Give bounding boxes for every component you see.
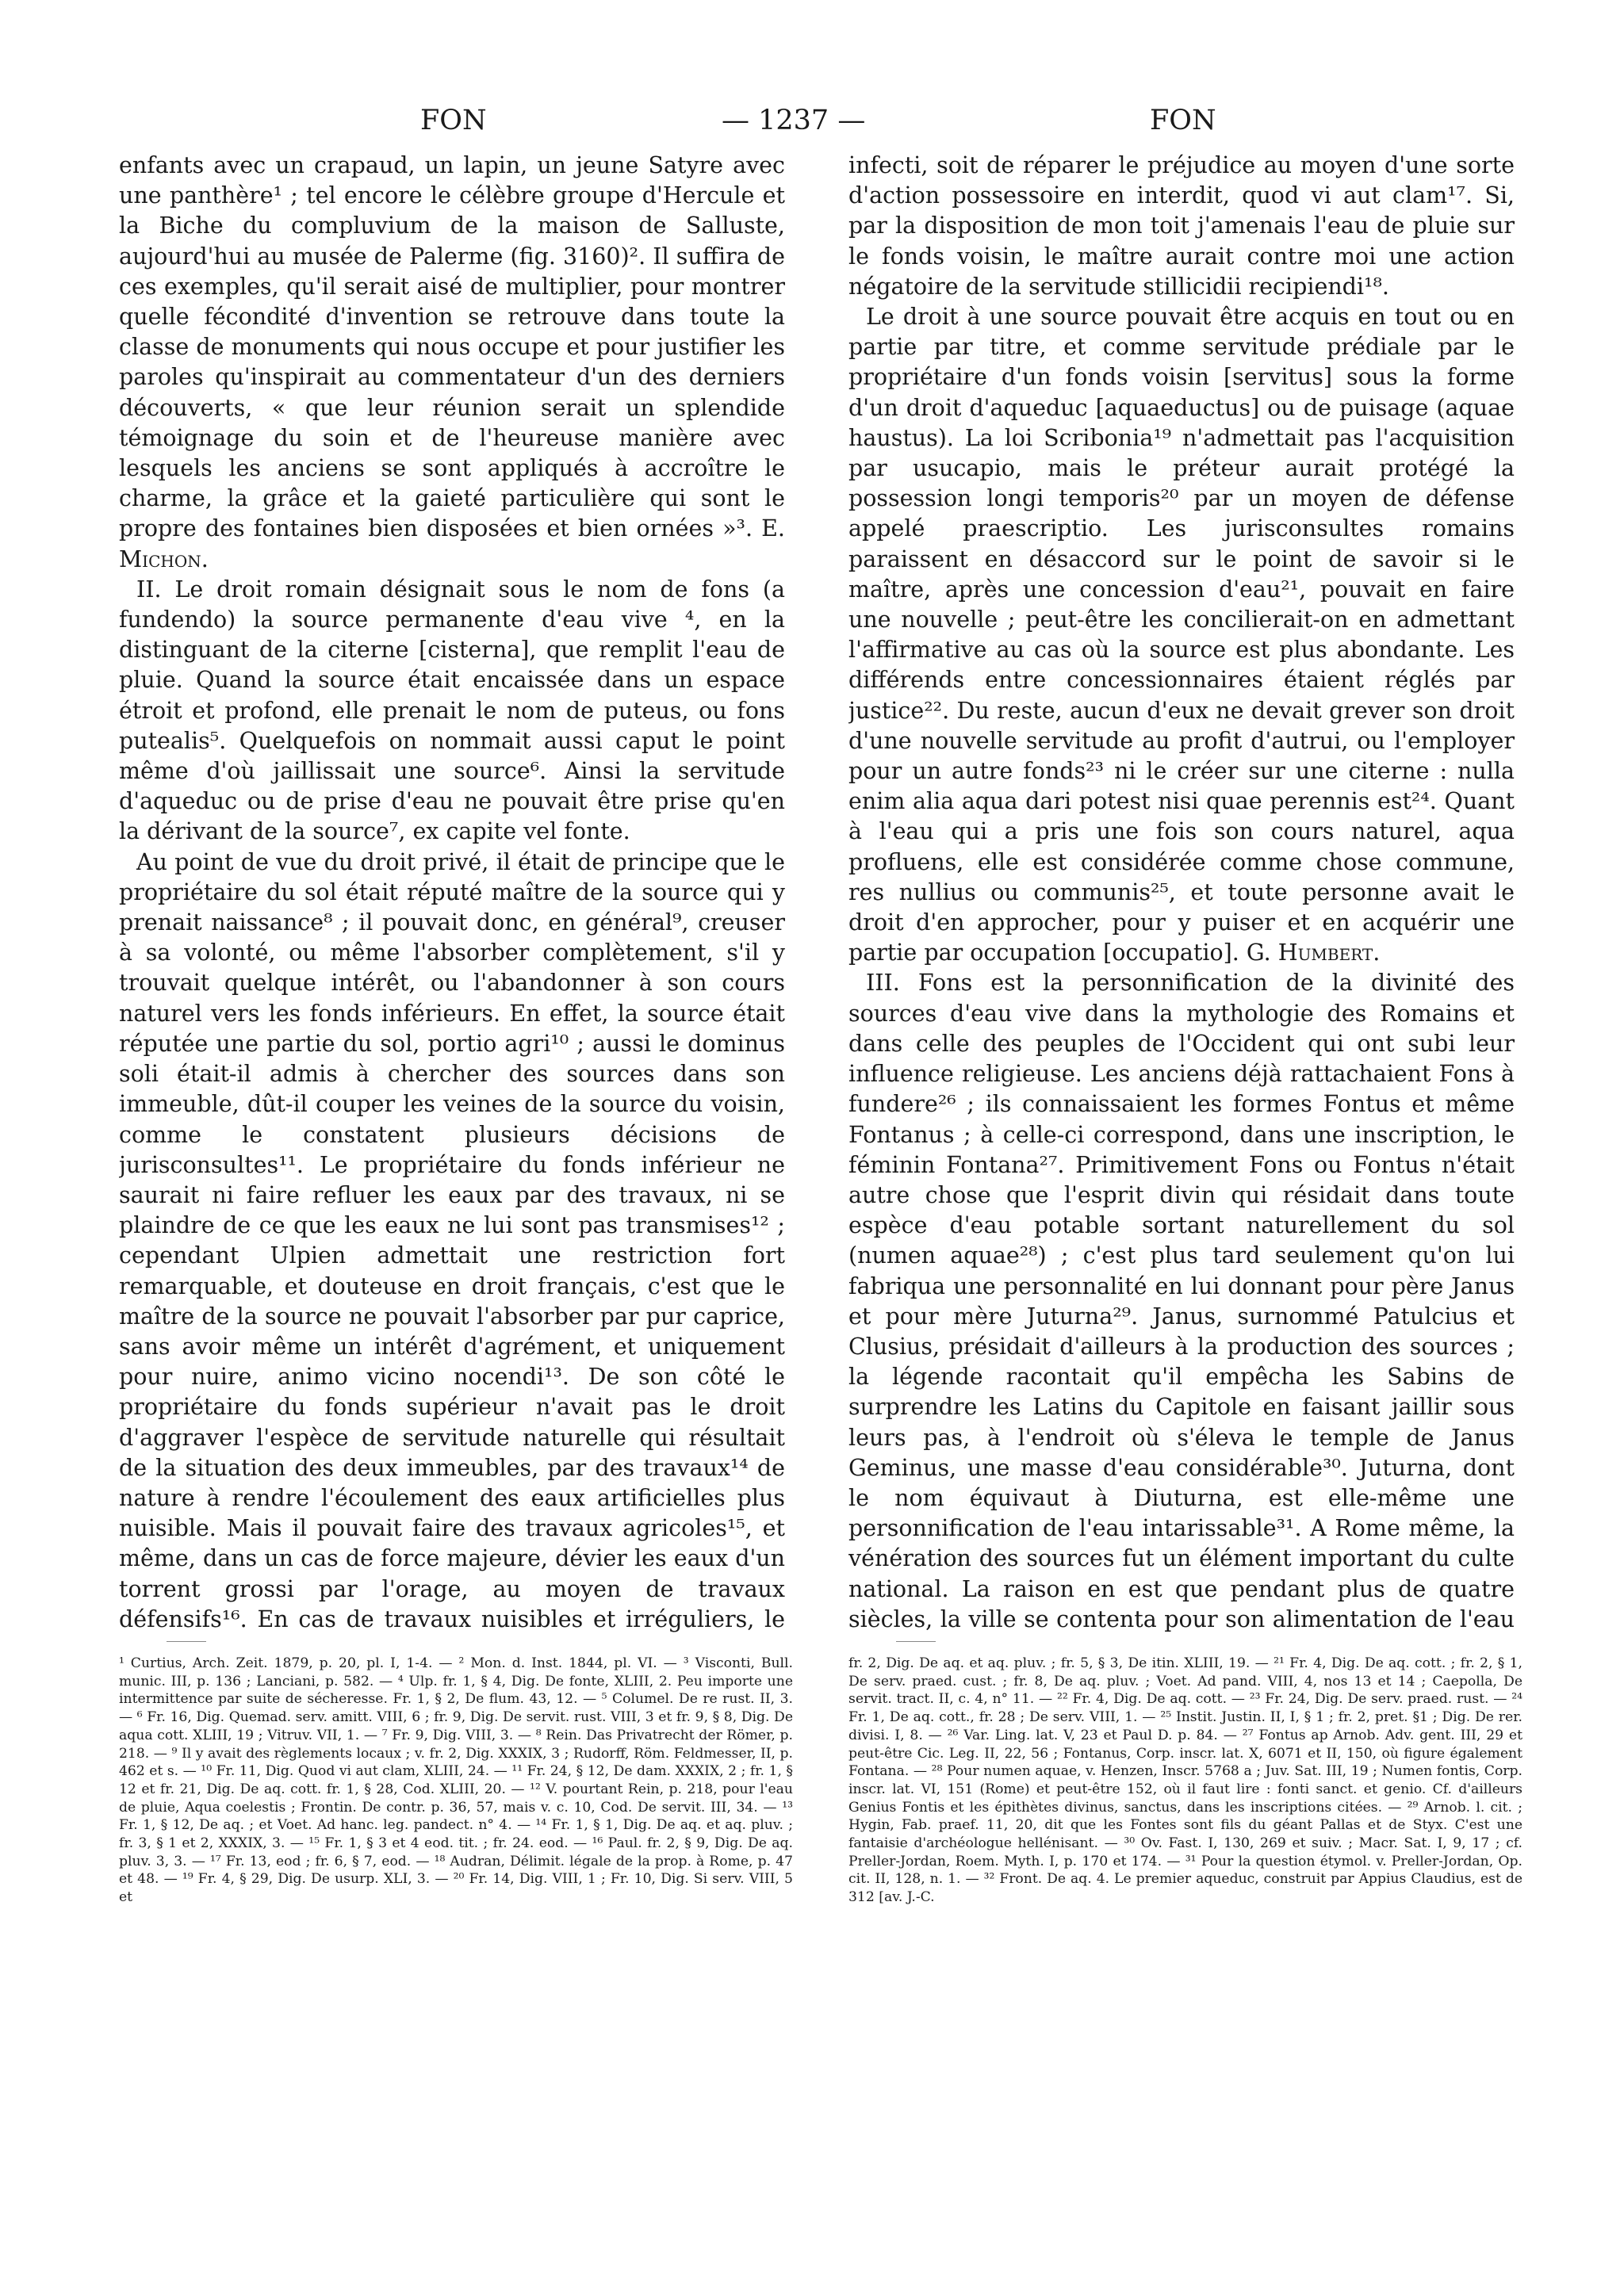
left-paragraph-3: Au point de vue du droit privé, il était de principe que le propriétaire du sol était réputé maître de la source qui y prenait naissance⁸ ; il pouvait donc, en général⁹, creuser à sa volonté, ou même l'absorber complètement, s'il y trouvait quelque intérêt, ou l'abandonner à son cours naturel vers les fonds inférieurs. En effet, la source était réputée une partie du sol, portio agri¹⁰ ; aussi le dominus soli était-il admis à chercher des sources dans son immeuble, dût-il couper les veines de la source du voisin, comme le constatent plusieurs décisions de jurisconsultes¹¹. Le propriétaire du fonds inférieur ne saurait ni faire refluer les eaux par des travaux, ni se plaindre de ce que les eaux ne lui sont pas transmises¹² ; cependant Ulpien admettait une restriction fort remarquable, et douteuse en droit français, c'est que le maître de la source ne pouvait l'absorber par pur caprice, sans avoir même un intérêt d'agrément, et uniquement pour nuire, animo vicino nocendi¹³. De son côté le propriétaire du fonds supérieur n'avait pas le droit d'aggraver l'espèce de servitude naturelle qui résultait de la situation des deux immeubles, par des travaux¹⁴ de nature à rendre l'écoulement des eaux artificielles plus nuisible. Mais il pouvait faire des travaux agricoles¹⁵, et même, dans un cas de force majeure, dévier les eaux d'un torrent grossi par l'orage, au moyen de travaux défensifs¹⁶. En cas de travaux nuisibles et irréguliers, le xyxy=(119,848,785,1632)
right-paragraph-3: III. Fons est la personnification de la divinité des sources d'eau vive dans la mythologie des Romains et dans celle des peuples de l'Occident qui ont subi leur influence religieuse. Les anciens déjà rattachaient Fons à fundere²⁶ ; ils connaissaient les formes Fontus et même Fontanus ; à celle-ci correspond, dans une inscription, le féminin Fontana²⁷. Primitivement Fons ou Fontus n'était autre chose que l'esprit divin qui résidait dans toute espèce d'eau potable sortant naturellement du sol (numen aquae²⁸) ; c'est plus tard seulement qu'on lui fabriqua une personnalité en lui donnant pour père Janus et pour mère Juturna²⁹. Janus, surnommé Patulcius et Clusius, présidait d'ailleurs à la production des sources ; la légende racontait qu'il empêcha les Sabins de surprendre les Latins du Capitole en faisant jaillir sous leurs pas, à l'endroit où s'éleva le temple de Janus Geminus, une masse d'eau considérable³⁰. Juturna, dont le nom équivaut à Diuturna, est elle-même une personnification de l'eau intarissable³¹. A Rome même, la vénération des sources fut un élément important du culte national. La raison en est que pendant plus de quatre siècles, la ville se contenta pour son alimentation de l'eau xyxy=(848,970,1515,1632)
right-column xyxy=(848,151,1515,1633)
left-paragraph-2: II. Le droit romain désignait sous le nom de fons (a fundendo) la source permanente d'eau vive ⁴, en la distinguant de la citerne [cisterna], que remplit l'eau de pluie. Quand la source était encaissée dans un espace étroit et profond, elle prenait le nom de puteus, ou fons putealis⁵. Quelquefois on nommait aussi caput le point même d'où jaillissait une source⁶. Ainsi la servitude d'aqueduc ou de prise d'eau ne pouvait être prise qu'en la dérivant de la source⁷, ex capite vel fonte. xyxy=(119,576,785,845)
right-paragraph-2: Le droit à une source pouvait être acquis en tout ou en partie par titre, et comme servitude prédiale par le propriétaire d'un fonds voisin [servitus] sous la forme d'un droit d'aqueduc [aquaeductus] ou de puisage (aquae haustus). La loi Scribonia¹⁹ n'admettait pas l'acquisition par usucapio, mais le préteur aurait protégé la possession longi temporis²⁰ par un moyen de défense appelé praescriptio. Les jurisconsultes romains paraissent en désaccord sur le point de savoir si le maître, après une concession d'eau²¹, pouvait en faire une nouvelle ; peut-être les concilierait-on en admettant l'affirmative au cas où la source est plus abondante. Les différends entre concessionnaires étaient réglés par justice²². Du reste, aucun d'eux ne devait grever son droit d'une nouvelle servitude au profit d'autrui, ou l'employer pour un autre fonds²³ ni le créer sur une citerne : nulla enim alia aqua dari potest nisi quae perennis est²⁴. Quant à l'eau qui a pris une fois son cours naturel, aqua profluens, elle est considérée comme chose commune, res nullius ou communis²⁵, et toute personne avait le droit d'en approcher, pour y puiser et en acquérir une partie par occupation [occupatio]. G. Humbert. xyxy=(848,304,1515,966)
left-paragraph-1: enfants avec un crapaud, un lapin, un jeune Satyre avec une panthère¹ ; tel encore le célèbre groupe d'Hercule et la Biche du compluvium de la maison de Salluste, aujourd'hui au musée de Palerme (fig. 3160)². Il suffira de ces exemples, qu'il serait aisé de multiplier, pour montrer quelle fécondité d'invention se retrouve dans toute la classe de monuments qui nous occupe et pour justifier les paroles qu'inspirait au commentateur d'un des derniers découverts, « que leur réunion serait un splendide témoignage du soin et de l'heureuse manière avec lesquels les anciens se sont appliqués à accroître le charme, la grâce et la gaieté particulière qui sont le propre des fontaines bien disposées et bien ornées »³. E. Michon. xyxy=(119,152,785,572)
footnotes-left xyxy=(119,1655,793,2210)
header-left-term: FON xyxy=(420,105,487,136)
footnotes-right-text: fr. 2, Dig. De aq. et aq. pluv. ; fr. 5, § 3, De itin. XLIII, 19. — ²¹ Fr. 4, Dig. De aq. cott. ; fr. 2, § 1, De serv. praed. cust. ; fr. 8, De aq. pluv. ; Voet. Ad pand. VIII, 4, nos 13 et 14 ; Caepolla, De servit. tract. II, c. 4, n° 11. — ²² Fr. 4, Dig. De aq. cott. — ²³ Fr. 24, Dig. De serv. praed. rust. — ²⁴ Fr. 1, De aq. cott., fr. 28 ; De serv. VIII, 1. — ²⁵ Instit. Justin. II, I, § 1 ; fr. 2, pret. §1 ; Dig. De rer. divisi. I, 8. — ²⁶ Var. Ling. lat. V, 23 et Paul D. p. 84. — ²⁷ Fontus ap Arnob. Adv. gent. III, 29 et peut-être Cic. Leg. II, 22, 56 ; Fontanus, Corp. inscr. lat. X, 6071 et II, 150, où figure également Fontana. — ²⁸ Pour numen aquae, v. Henzen, Inscr. 5768 a ; Juv. Sat. III, 19 ; Numen fontis, Corp. inscr. lat. VI, 151 (Rome) et peut-être 152, où il faut lire : fonti sanct. et genio. Cf. d'ailleurs Genius Fontis et les épithètes divinus, sanctus, dans les inscriptions citées. — ²⁹ Arnob. l. cit. ; Hygin, Fab. praef. 11, 20, dit que les Fontes sont fils du géant Pallas et de Styx. C'est une fantaisie d'archéologue hellénisant. — ³⁰ Ov. Fast. I, 130, 269 et suiv. ; Macr. Sat. I, 9, 17 ; cf. Preller-Jordan, Roem. Myth. I, p. 170 et 174. — ³¹ Pour la question étymol. v. Preller-Jordan, Op. cit. II, 128, n. 1. — ³² Front. De aq. 4. Le premier aqueduc, construit par Appius Claudius, est de 312 [av. J.-C. xyxy=(848,1655,1522,1906)
author-signature: G. Humbert. xyxy=(1246,939,1381,966)
author-signature: E. Michon. xyxy=(119,515,785,572)
running-header xyxy=(119,105,1515,152)
footnote-divider xyxy=(896,1641,936,1642)
left-column xyxy=(119,151,785,1633)
footnotes-left-text: ¹ Curtius, Arch. Zeit. 1879, p. 20, pl. I, 1-4. — ² Mon. d. Inst. 1844, pl. VI. — ³ Visconti, Bull. munic. III, p. 136 ; Lanciani, p. 582. — ⁴ Ulp. fr. 1, § 4, Dig. De fonte, XLIII, 2. Peu importe une intermittence par suite de sécheresse. Fr. 1, § 2, De flum. 43, 12. — ⁵ Columel. De re rust. II, 3. — ⁶ Fr. 16, Dig. Quemad. serv. amitt. VIII, 6 ; fr. 9, Dig. De servit. rust. VIII, 3 et fr. 9, § 8, Dig. De aqua cott. XLIII, 19 ; Vitruv. VII, 1. — ⁷ Fr. 9, Dig. VIII, 3. — ⁸ Rein. Das Privatrecht der Römer, p. 218. — ⁹ Il y avait des règlements locaux ; v. fr. 2, Dig. XXXIX, 3 ; Rudorff, Röm. Feldmesser, II, p. 462 et s. — ¹⁰ Fr. 11, Dig. Quod vi aut clam, XLIII, 24. — ¹¹ Fr. 24, § 12, De dam. XXXIX, 2 ; fr. 1, § 12 et fr. 21, Dig. De aq. cott. fr. 1, § 28, Cod. XLIII, 20. — ¹² V. pourtant Rein, p. 218, pour l'eau de pluie, Aqua coelestis ; Frontin. De contr. p. 36, 57, mais v. c. 10, Cod. De servit. III, 34. — ¹³ Fr. 1, § 12, De aq. ; et Voet. Ad hanc. leg. pandect. n° 4. — ¹⁴ Fr. 1, § 1, Dig. De aq. et aq. pluv. ; fr. 3, § 1 et 2, XXXIX, 3. — ¹⁵ Fr. 1, § 3 et 4 eod. tit. ; fr. 24. eod. — ¹⁶ Paul. fr. 2, § 9, Dig. De aq. pluv. 3, 3. — ¹⁷ Fr. 13, eod ; fr. 6, § 7, eod. — ¹⁸ Audran, Délimit. légale de la prop. à Rome, p. 47 et 48. — ¹⁹ Fr. 4, § 29, Dig. De usurp. XLI, 3. — ²⁰ Fr. 14, Dig. VIII, 1 ; Fr. 10, Dig. Si serv. VIII, 5 et xyxy=(119,1655,793,1906)
header-right-term: FON xyxy=(1150,105,1216,136)
dictionary-page xyxy=(119,105,1522,2245)
page-number: — 1237 — xyxy=(722,105,866,136)
footnotes-right xyxy=(848,1655,1522,2210)
footnote-divider xyxy=(167,1641,206,1642)
right-paragraph-1: infecti, soit de réparer le préjudice au moyen d'une sorte d'action possessoire en interdit, quod vi aut clam¹⁷. Si, par la disposition de mon toit j'amenais l'eau de pluie sur le fonds voisin, le maître aurait contre moi une action négatoire de la servitude stillicidii recipiendi¹⁸. xyxy=(848,152,1515,300)
